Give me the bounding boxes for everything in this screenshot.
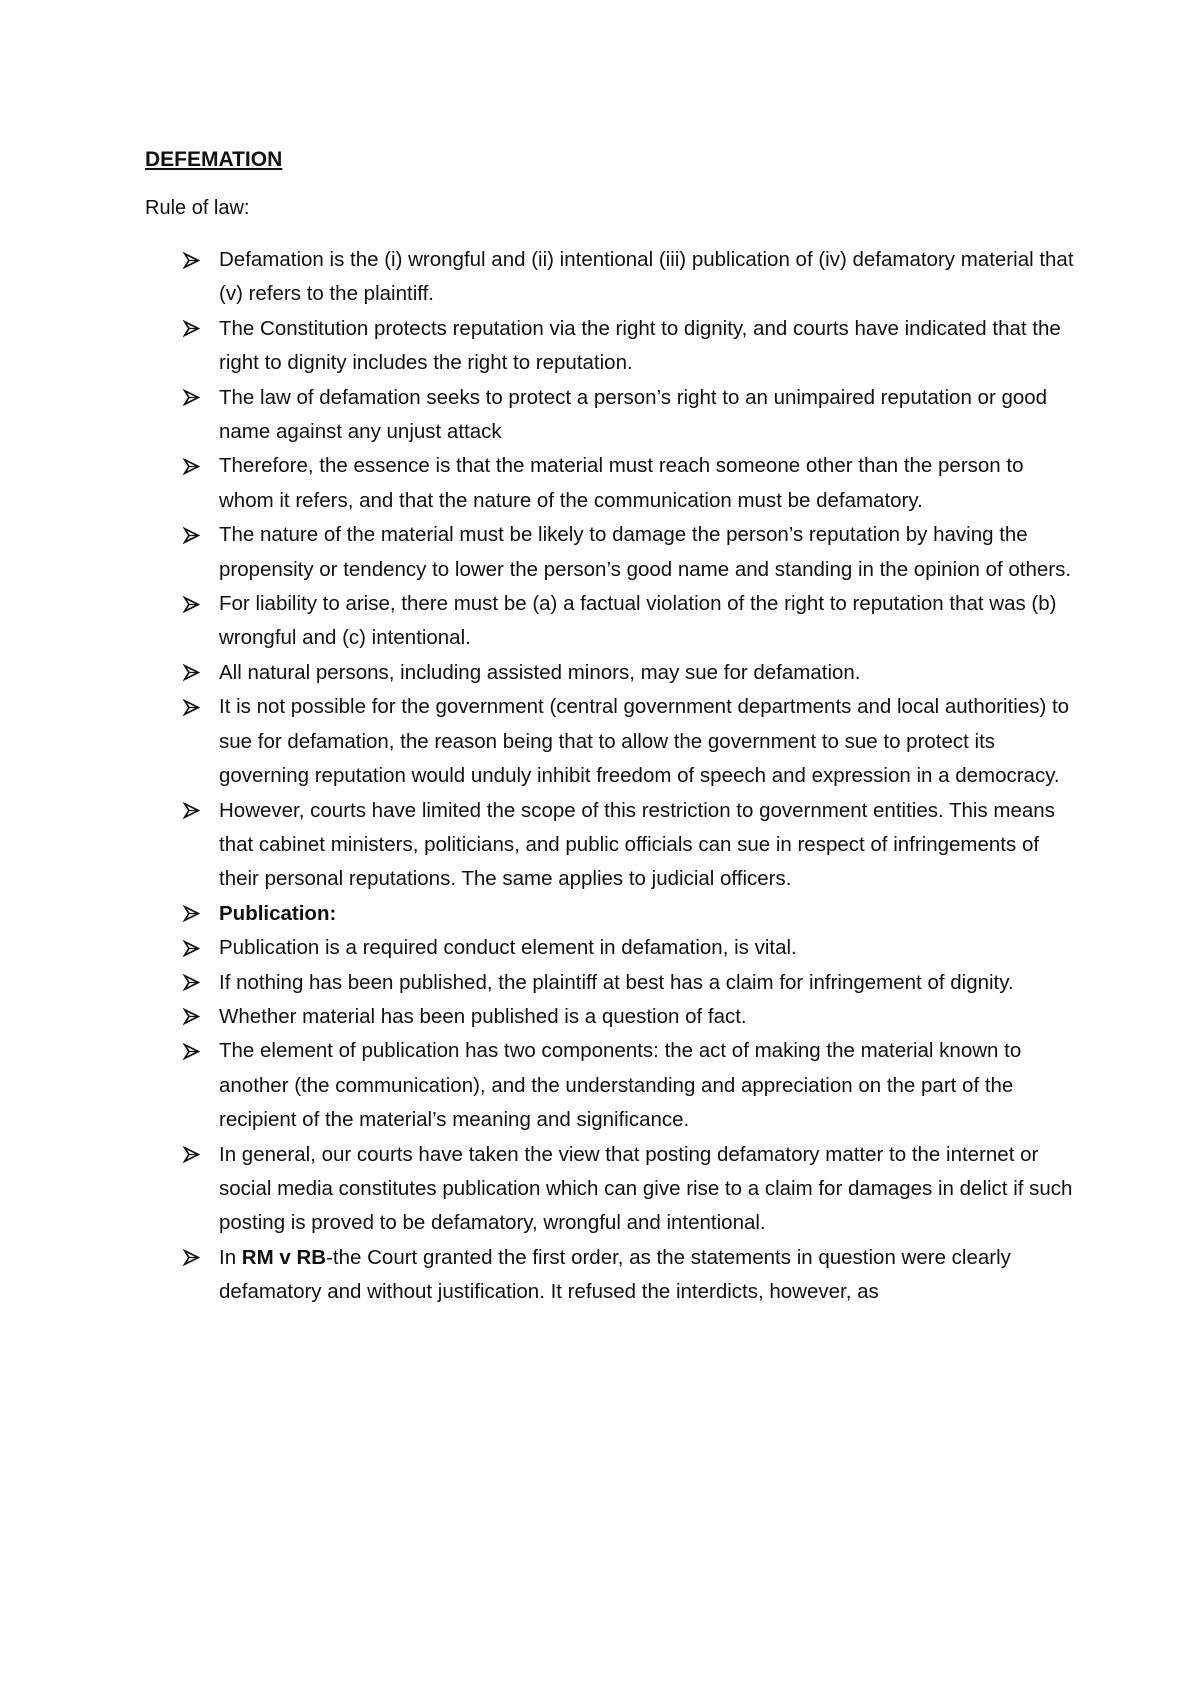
list-item-prefix: In bbox=[219, 1245, 242, 1269]
list-item bbox=[145, 243, 1075, 312]
section-subtitle: Rule of law: bbox=[145, 197, 250, 219]
arrow-bullet-icon bbox=[183, 449, 205, 483]
arrow-bullet-icon bbox=[183, 1138, 205, 1172]
arrow-bullet-icon bbox=[183, 1241, 205, 1275]
list-item bbox=[145, 1138, 1075, 1241]
list-item-text: However, courts have limited the scope of this restriction to government entities. This means that cabinet ministers, politicians, and public officials can sue in respect of infringements of their personal reputations. The same applies to judicial officers. bbox=[219, 798, 1055, 891]
document-content bbox=[145, 143, 1075, 1310]
list-item-text: Defamation is the (i) wrongful and (ii) intentional (iii) publication of (iv) defamatory material that (v) refers to the plaintiff. bbox=[219, 248, 1074, 306]
list-item bbox=[145, 449, 1075, 518]
list-item-text: If nothing has been published, the plaintiff at best has a claim for infringement of dignity. bbox=[219, 970, 1014, 994]
arrow-bullet-icon bbox=[183, 931, 205, 965]
list-item bbox=[145, 897, 1075, 931]
list-item bbox=[145, 1034, 1075, 1137]
list-item-text: Whether material has been published is a question of fact. bbox=[219, 1004, 747, 1028]
case-name: RM v RB bbox=[241, 1245, 327, 1269]
document-title: DEFEMATION bbox=[145, 148, 283, 171]
arrow-bullet-icon bbox=[183, 794, 205, 828]
list-item bbox=[145, 518, 1075, 587]
arrow-bullet-icon bbox=[183, 897, 205, 931]
list-item bbox=[145, 1241, 1075, 1310]
arrow-bullet-icon bbox=[183, 312, 205, 346]
list-item bbox=[145, 1000, 1075, 1034]
arrow-bullet-icon bbox=[183, 381, 205, 415]
list-item-text: Therefore, the essence is that the material must reach someone other than the person to whom it refers, and that the nature of the communication must be defamatory. bbox=[219, 454, 1024, 512]
list-item bbox=[145, 656, 1075, 690]
list-item bbox=[145, 587, 1075, 656]
list-item bbox=[145, 794, 1075, 897]
list-item-text: The nature of the material must be likely to damage the person’s reputation by having the propensity or tendency to lower the person’s good name and standing in the opinion of others. bbox=[219, 523, 1072, 581]
arrow-bullet-icon bbox=[183, 1034, 205, 1068]
arrow-bullet-icon bbox=[183, 243, 205, 277]
list-item-text: -the Court granted the first order, as the statements in question were clearly defamatory and without justification. It refused the interdicts, however, as bbox=[219, 1245, 1011, 1304]
list-item-text: All natural persons, including assisted minors, may sue for defamation. bbox=[219, 660, 861, 684]
list-item-text: It is not possible for the government (central government departments and local authorities) to sue for defamation, the reason being that to allow the government to sue to protect its governing reputation would unduly inhibit freedom of speech and expression in a democracy. bbox=[219, 695, 1070, 788]
list-item-text: In general, our courts have taken the view that posting defamatory matter to the internet or social media constitutes publication which can give rise to a claim for damages in delict if such posting is proved to be defamatory, wrongful and intentional. bbox=[219, 1142, 1073, 1235]
list-item bbox=[145, 690, 1075, 793]
list-item-text: Publication is a required conduct element in defamation, is vital. bbox=[219, 936, 797, 960]
list-item bbox=[145, 931, 1075, 965]
list-item-text: The Constitution protects reputation via the right to dignity, and courts have indicated that the right to dignity includes the right to reputation. bbox=[219, 316, 1061, 375]
arrow-bullet-icon bbox=[183, 518, 205, 552]
arrow-bullet-icon bbox=[183, 656, 205, 690]
section-heading-publication: Publication: bbox=[219, 901, 337, 925]
bullet-list bbox=[145, 243, 1075, 1310]
list-item-text: The element of publication has two components: the act of making the material known to another (the communication), and the understanding and appreciation on the part of the recipient of the material’s meaning and significance. bbox=[219, 1039, 1022, 1132]
arrow-bullet-icon bbox=[183, 1000, 205, 1034]
arrow-bullet-icon bbox=[183, 966, 205, 1000]
list-item-text: For liability to arise, there must be (a) a factual violation of the right to reputation that was (b) wrongful and (c) intentional. bbox=[219, 592, 1057, 650]
list-item bbox=[145, 966, 1075, 1000]
list-item bbox=[145, 312, 1075, 381]
arrow-bullet-icon bbox=[183, 690, 205, 724]
arrow-bullet-icon bbox=[183, 587, 205, 621]
list-item-text: The law of defamation seeks to protect a person’s right to an unimpaired reputation or good name against any unjust attack bbox=[219, 385, 1048, 444]
list-item bbox=[145, 381, 1075, 450]
